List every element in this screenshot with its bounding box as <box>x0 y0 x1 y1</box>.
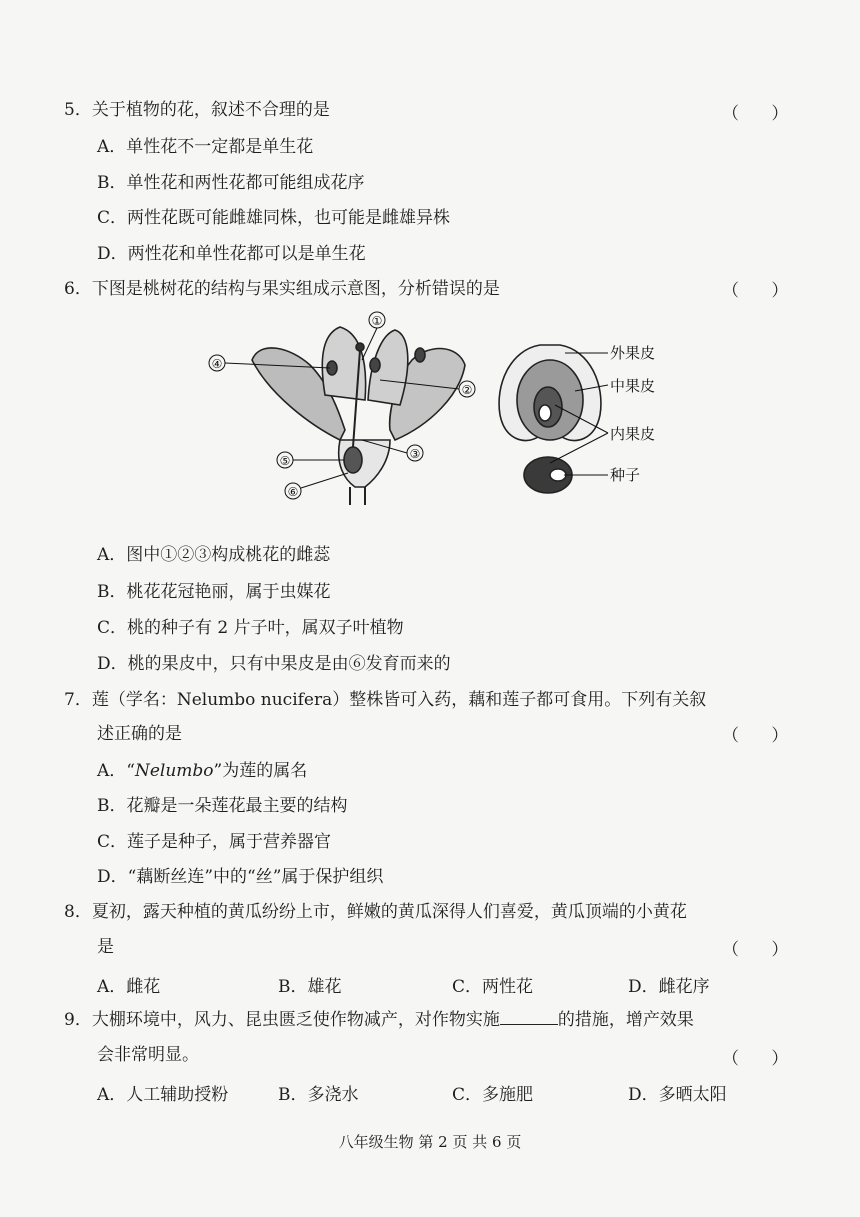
marker-2: ② <box>461 383 473 397</box>
q9-option-a: A．人工辅助授粉 <box>97 1085 229 1105</box>
marker-4: ④ <box>211 357 223 371</box>
q7-option-d: D．“藕断丝连”中的“丝”属于保护组织 <box>97 867 384 887</box>
q6-option-d: D．桃的果皮中，只有中果皮是由⑥发育而来的 <box>97 654 451 674</box>
q8-stem-line2: 是 <box>97 937 114 957</box>
fruit-diagram <box>499 345 601 493</box>
q5-stem: 5．关于植物的花，叙述不合理的是 <box>64 100 330 120</box>
label-endocarp: 内果皮 <box>610 425 656 443</box>
marker-5: ⑤ <box>279 454 291 468</box>
q5-option-a: A．单性花不一定都是单生花 <box>97 137 314 157</box>
q9-stem-line1: 9．大棚环境中，风力、昆虫匮乏使作物减产，对作物实施 的措施，增产效果 <box>64 1010 694 1030</box>
q9-option-c: C．多施肥 <box>452 1085 534 1105</box>
peach-flower-fruit-figure <box>190 305 690 515</box>
q8-answer-paren: （ ） <box>722 940 789 960</box>
q9-option-d: D．多晒太阳 <box>628 1085 727 1105</box>
marker-1: ① <box>371 314 383 328</box>
q8-option-a: A．雌花 <box>97 977 161 997</box>
q9-stem-line2: 会非常明显。 <box>97 1045 199 1065</box>
q7-stem-line2: 述正确的是 <box>97 724 182 744</box>
q5-answer-paren: （ ） <box>722 104 789 124</box>
q5-option-c: C．两性花既可能雌雄同株，也可能是雌雄异株 <box>97 208 451 228</box>
q6-option-c: C．桃的种子有 2 片子叶，属双子叶植物 <box>97 618 404 638</box>
q5-option-b: B．单性花和两性花都可能组成花序 <box>97 173 365 193</box>
q8-option-c: C．两性花 <box>452 977 534 997</box>
q8-option-b: B．雄花 <box>278 977 342 997</box>
q6-stem: 6．下图是桃树花的结构与果实组成示意图，分析错误的是 <box>64 279 500 299</box>
q7-option-a: A．“Nelumbo”为莲的属名 <box>97 761 308 781</box>
q8-option-d: D．雌花序 <box>628 977 710 997</box>
q9-answer-paren: （ ） <box>722 1049 789 1069</box>
q7-option-b: B．花瓣是一朵莲花最主要的结构 <box>97 796 348 816</box>
q6-option-a: A．图中①②③构成桃花的雌蕊 <box>97 545 331 565</box>
q6-answer-paren: （ ） <box>722 281 789 301</box>
answer-blank <box>500 1010 558 1025</box>
page-footer: 八年级生物 第 2 页 共 6 页 <box>338 1133 522 1151</box>
marker-6: ⑥ <box>287 485 299 499</box>
q9-option-b: B．多浇水 <box>278 1085 359 1105</box>
flower-diagram <box>252 327 465 505</box>
q8-stem-line1: 8．夏初，露天种植的黄瓜纷纷上市，鲜嫩的黄瓜深得人们喜爱，黄瓜顶端的小黄花 <box>64 902 687 922</box>
genus-name: Nelumbo <box>134 761 214 781</box>
label-exocarp: 外果皮 <box>610 344 656 362</box>
marker-3: ③ <box>409 447 421 461</box>
q7-option-c: C．莲子是种子，属于营养器官 <box>97 832 332 852</box>
q5-option-d: D．两性花和单性花都可以是单生花 <box>97 244 366 264</box>
label-seed: 种子 <box>610 466 641 484</box>
q6-option-b: B．桃花花冠艳丽，属于虫媒花 <box>97 582 331 602</box>
q7-answer-paren: （ ） <box>722 726 789 746</box>
label-mesocarp: 中果皮 <box>610 377 656 395</box>
q7-stem-line1: 7．莲（学名：Nelumbo nucifera）整株皆可入药，藕和莲子都可食用。下列有关叙 <box>64 690 707 710</box>
